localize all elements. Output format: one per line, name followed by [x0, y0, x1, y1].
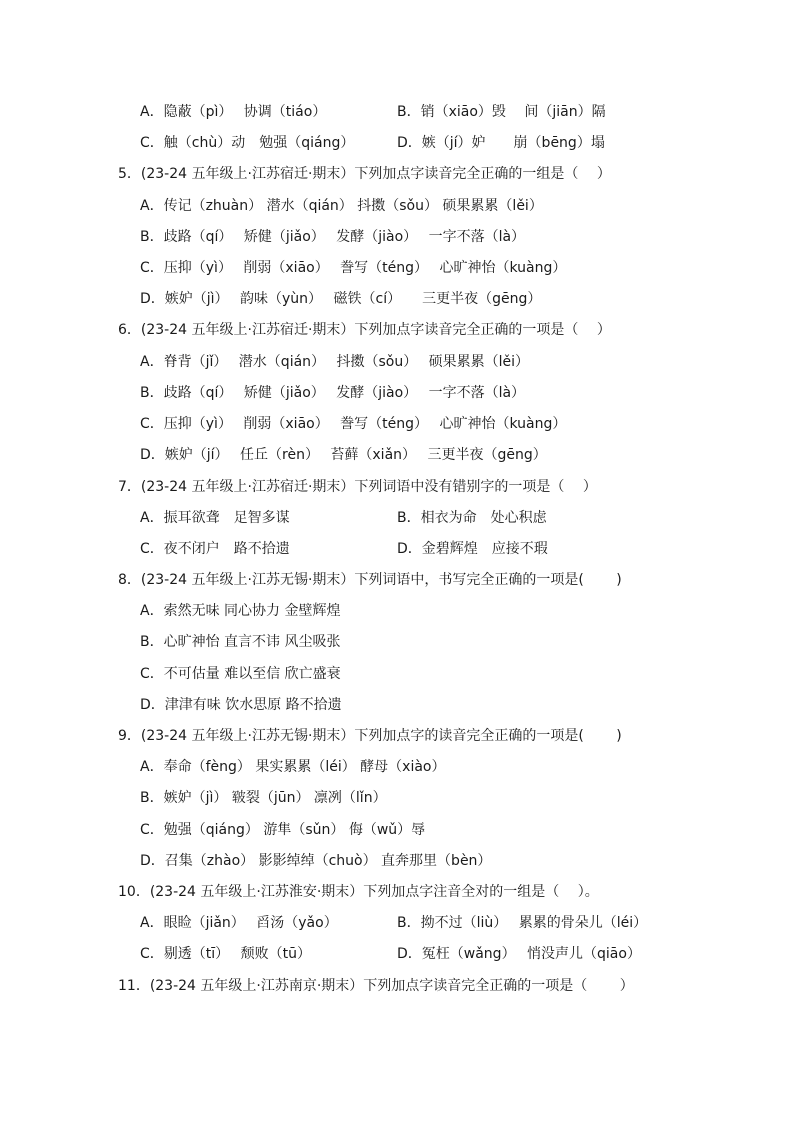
q10-option-a: A．眼睑（jiǎn） 舀汤（yǎo）	[140, 915, 338, 931]
q10-stem: 10．(23-24 五年级上·江苏淮安·期末）下列加点字注音全对的一组是（ ）。	[118, 884, 599, 900]
q4-option-c: C．触（chù）动 勉强（qiáng）	[140, 135, 355, 151]
q8-option-a: A．索然无味 同心协力 金壁辉煌	[140, 603, 341, 619]
q7-option-c: C．夜不闭户 路不拾遗	[140, 541, 290, 557]
q4-option-b: B．销（xiāo）毁 间（jiān）隔	[397, 104, 606, 120]
q8-option-c: C．不可估量 难以至信 欣亡盛衰	[140, 666, 341, 682]
q6-stem: 6．(23-24 五年级上·江苏宿迁·期末）下列加点字读音完全正确的一项是（ ）	[118, 322, 611, 338]
q9-option-b: B．嫉妒（jì） 皲裂（jūn） 凛冽（lǐn）	[140, 790, 387, 806]
q4-option-a: A．隐蔽（pì） 协调（tiáo）	[140, 104, 327, 120]
q5-stem: 5．(23-24 五年级上·江苏宿迁·期末）下列加点字读音完全正确的一组是（ ）	[118, 166, 611, 182]
q6-option-d: D．嫉妒（jí） 任丘（rèn） 苔藓（xiǎn） 三更半夜（gēng）	[140, 447, 547, 463]
q6-option-a: A．脊背（jǐ） 潜水（qián） 抖擞（sǒu） 硕果累累（lěi）	[140, 354, 530, 370]
q7-option-a: A．振耳欲聋 足智多谋	[140, 510, 290, 526]
q5-option-c: C．压抑（yì） 削弱（xiāo） 誊写（téng） 心旷神怡（kuàng）	[140, 260, 567, 276]
q10-option-d: D．冤枉（wǎng） 悄没声儿（qiāo）	[397, 946, 641, 962]
q7-option-d: D．金碧辉煌 应接不瑕	[397, 541, 548, 557]
q9-stem: 9．(23-24 五年级上·江苏无锡·期末）下列加点字的读音完全正确的一项是( )	[118, 728, 622, 744]
q6-option-b: B．歧路（qí） 矫健（jiǎo） 发酵（jiào） 一字不落（là）	[140, 385, 526, 401]
q6-option-c: C．压抑（yì） 削弱（xiāo） 誊写（téng） 心旷神怡（kuàng）	[140, 416, 567, 432]
q5-option-a: A．传记（zhuàn） 潜水（qián） 抖擞（sǒu） 硕果累累（lěi）	[140, 198, 543, 214]
q10-option-c: C．剔透（tī） 颓败（tū）	[140, 946, 311, 962]
q9-option-a: A．奉命（fèng） 果实累累（léi） 酵母（xiào）	[140, 759, 446, 775]
q10-option-b: B．拗不过（liù） 累累的骨朵儿（léi）	[397, 915, 648, 931]
q9-option-d: D．召集（zhào） 影影绰绰（chuò） 直奔那里（bèn）	[140, 853, 492, 869]
q8-stem: 8．(23-24 五年级上·江苏无锡·期末）下列词语中，书写完全正确的一项是( )	[118, 572, 622, 588]
q4-option-d: D．嫉（jí）妒 崩（bēng）塌	[397, 135, 605, 151]
q7-stem: 7．(23-24 五年级上·江苏宿迁·期末）下列词语中没有错别字的一项是（ ）	[118, 479, 597, 495]
q11-stem: 11．(23-24 五年级上·江苏南京·期末）下列加点字读音完全正确的一项是（ ）	[118, 978, 634, 994]
q5-option-b: B．歧路（qí） 矫健（jiǎo） 发酵（jiào） 一字不落（là）	[140, 229, 526, 245]
q9-option-c: C．勉强（qiáng） 游隼（sǔn） 侮（wǔ）辱	[140, 822, 426, 838]
q5-option-d: D．嫉妒（jì） 韵味（yùn） 磁铁（cí） 三更半夜（gēng）	[140, 291, 542, 307]
q8-option-d: D．津津有味 饮水思原 路不拾遗	[140, 697, 342, 713]
q7-option-b: B．相衣为命 处心积虑	[397, 510, 547, 526]
q8-option-b: B．心旷神怡 直言不讳 风尘吸张	[140, 634, 341, 650]
